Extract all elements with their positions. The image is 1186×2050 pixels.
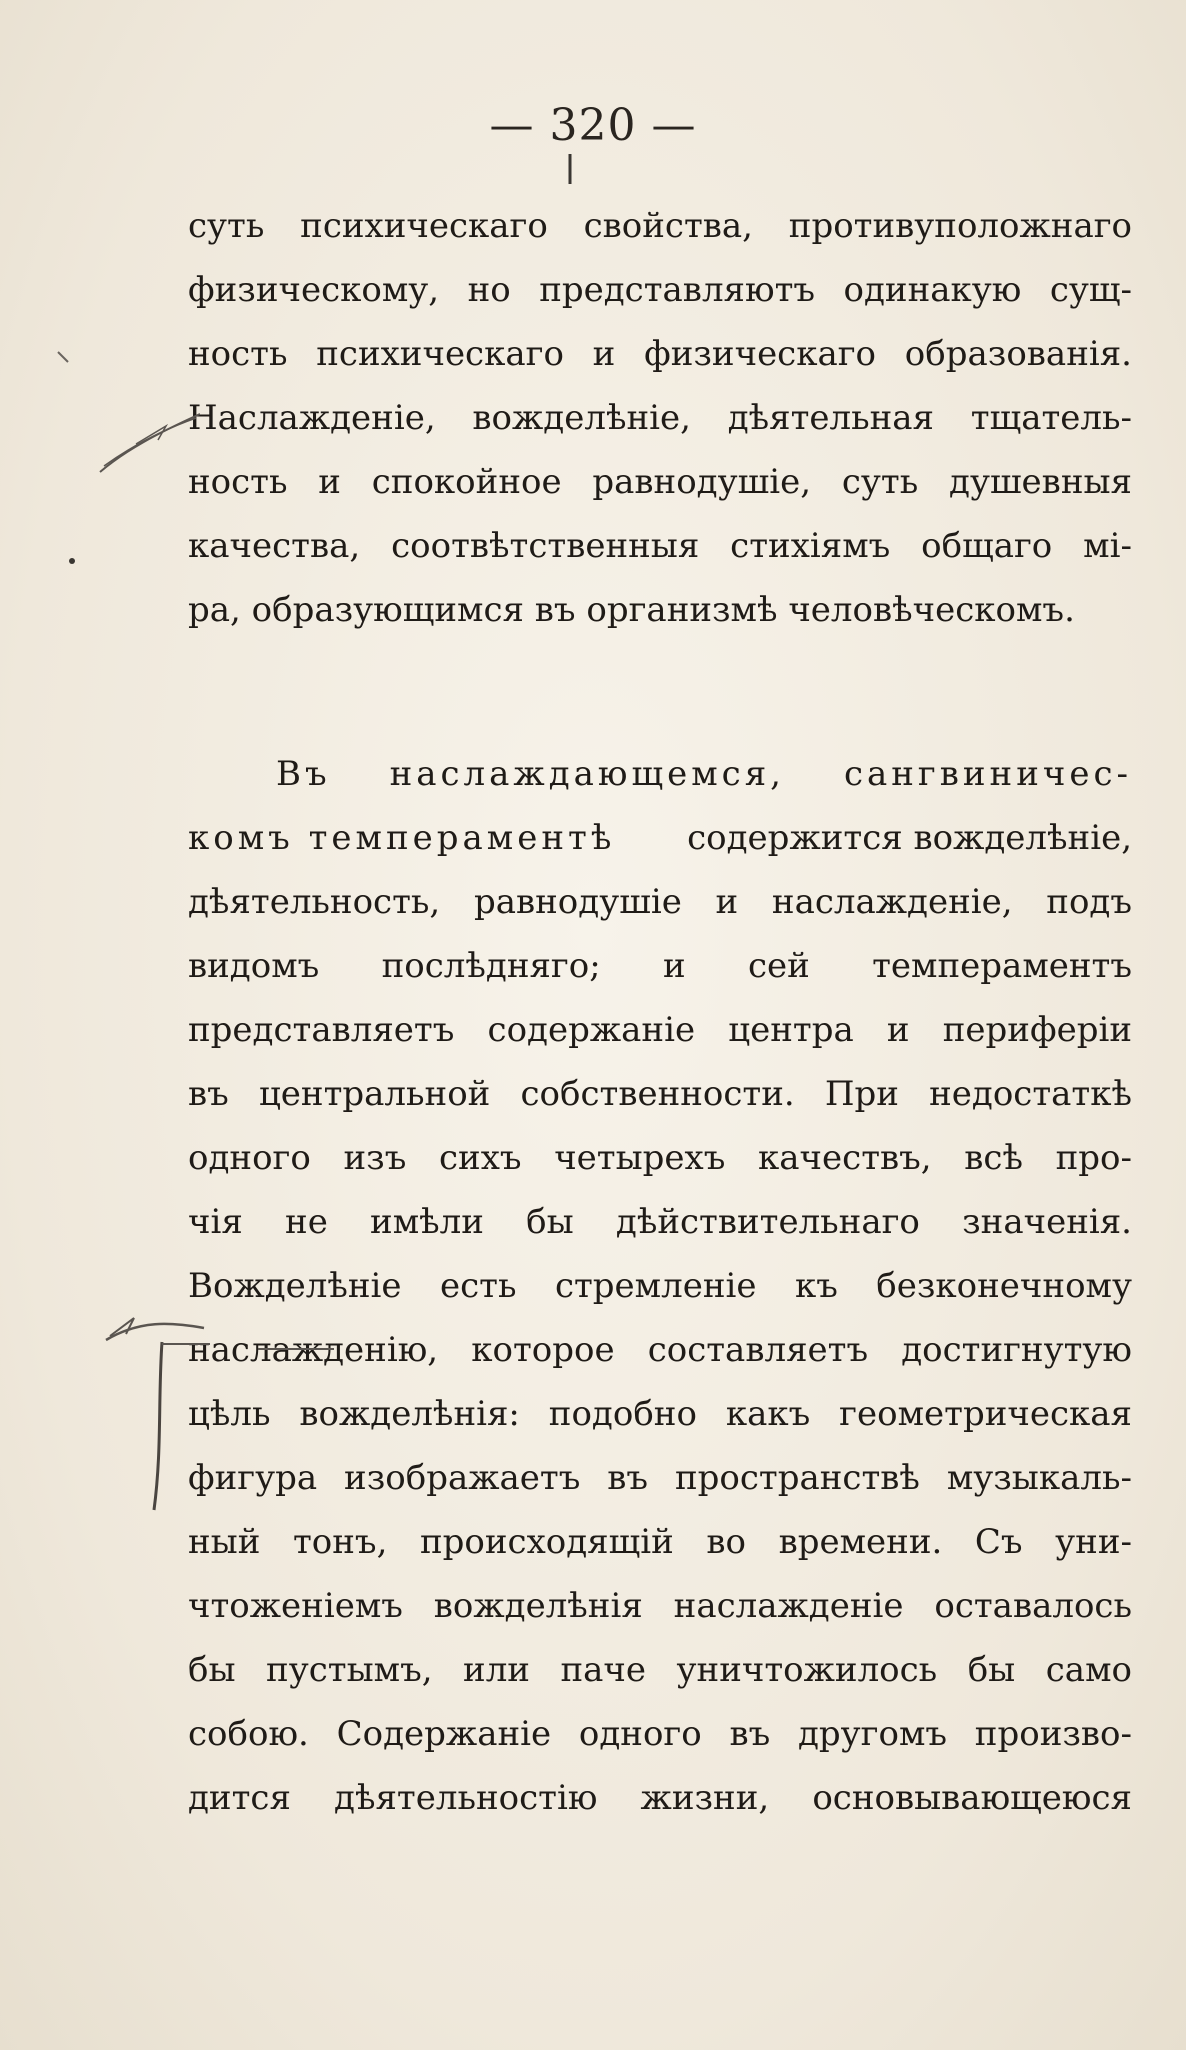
text-line: ность и спокойное равнодушіе, суть душевныя <box>188 462 1132 502</box>
text-line <box>188 808 1132 868</box>
text-line: въ центральной собственности. При недостаткѣ <box>188 1074 1132 1114</box>
text-line: фигура изображаетъ въ пространствѣ музыкаль- <box>188 1458 1132 1498</box>
text-line: одного изъ сихъ четырехъ качествъ, всѣ про- <box>188 1138 1132 1178</box>
ink-dot-icon <box>66 555 78 567</box>
text-line-indented: Въ наслаждающемся, сангвиничес- <box>276 754 1132 794</box>
text-line: видомъ послѣдняго; и сей темпераментъ <box>188 946 1132 986</box>
text-line: Наслажденіе, вожделѣніе, дѣятельная тщатель- <box>188 398 1132 438</box>
pencil-bracket-mark-icon <box>100 1300 210 1530</box>
paragraph-2 <box>188 744 1132 1924</box>
paragraph-1 <box>188 196 1132 636</box>
pencil-tick-icon <box>560 150 580 190</box>
text-line: чтоженіемъ вожделѣнія наслажденіе оставалось <box>188 1586 1132 1626</box>
bleed-through-text <box>190 686 1030 726</box>
text-line: ный тонъ, происходящій во времени. Съ уни- <box>188 1522 1132 1562</box>
text-line: качества, соотвѣтственныя стихіямъ общаго мі- <box>188 526 1132 566</box>
underline-mark-icon <box>258 1344 338 1354</box>
text-line: собою. Содержаніе одного въ другомъ произво- <box>188 1714 1132 1754</box>
text-line: ность психическаго и физическаго образованія. <box>188 334 1132 374</box>
pencil-arrow-mark-icon <box>96 400 206 480</box>
text-line: дѣятельность, равнодушіе и наслажденіе, подъ <box>188 882 1132 922</box>
text-line: наслажденію, которое составляетъ достигнутую <box>188 1330 1132 1370</box>
text-fragment: содержится вожделѣніе, <box>687 818 1132 858</box>
text-line: бы пустымъ, или паче уничтожилось бы само <box>188 1650 1132 1690</box>
pencil-dash-icon <box>52 346 82 376</box>
text-line: цѣль вожделѣнія: подобно какъ геометрическая <box>188 1394 1132 1434</box>
text-line: представляетъ содержаніе центра и периферіи <box>188 1010 1132 1050</box>
text-line: суть психическаго свойства, противуположнаго <box>188 206 1132 246</box>
text-line: ра, образующимся въ организмѣ человѣческомъ. <box>188 590 1075 630</box>
text-fragment-spaced: комъ темпераментѣ <box>188 818 616 858</box>
text-line: дится дѣятельностію жизни, основывающеюся <box>188 1778 1132 1818</box>
text-line: чія не имѣли бы дѣйствительнаго значенія. <box>188 1202 1132 1242</box>
page-number: — 320 — <box>489 100 697 151</box>
text-line: физическому, но представляютъ одинакую сущ- <box>188 270 1132 310</box>
text-line: Вожделѣніе есть стремленіе къ безконечному <box>188 1266 1132 1306</box>
